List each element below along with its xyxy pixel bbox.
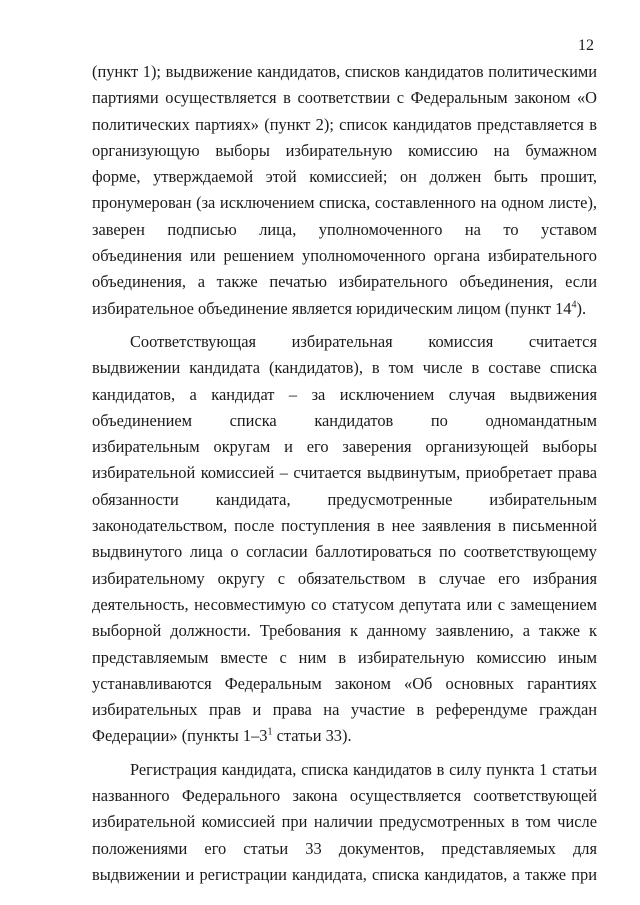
paragraph-1 <box>92 59 597 322</box>
text-line: выдвижении кандидата (кандидатов), в том числе в составе списка <box>92 358 597 378</box>
text-line: объединения, а также печатью избирательного объединения, если <box>92 272 597 292</box>
superscript: 1 <box>267 726 273 738</box>
text-line-indented: Соответствующая избирательная комиссия считается <box>130 331 597 351</box>
text-line: избирательному округу с обязательством в случае его избрания <box>92 568 597 588</box>
document-body <box>92 59 597 888</box>
text-line: объединения или решением уполномоченного органа избирательного <box>92 246 597 266</box>
text-line-last: Федерации» (пункты $1-3^1$ статьи 33). <box>92 726 352 746</box>
text-line: партиями осуществляется в соответствии с Федеральным законом «О <box>92 88 597 108</box>
text-line: организующую выборы избирательную комиссию на бумажном <box>92 140 597 160</box>
text-line-last: избирательное объединение является юридическим лицом (пункт $14^4$). <box>92 298 587 318</box>
text-line: законодательством, после поступления в нее заявления в письменной <box>92 516 597 536</box>
text-line: деятельность, несовместимую со статусом депутата или с замещением <box>92 594 597 614</box>
text-line: положениями его статьи 33 документов, представляемых для <box>92 838 597 858</box>
paragraph-2 <box>92 329 597 750</box>
text-line: избирательной комиссией при наличии предусмотренных в том числе <box>92 812 597 832</box>
text-line: представляемым вместе с ним в избирательную комиссию иным <box>92 647 597 667</box>
text-line: форме, утверждаемой этой комиссией; он должен быть прошит, <box>92 167 597 187</box>
paragraph-3 <box>92 757 597 888</box>
text-line: устанавливаются Федеральным законом «Об основных гарантиях <box>92 673 597 693</box>
page-number: 12 <box>578 37 594 54</box>
text-line: политических партиях» (пункт 2); список кандидатов представляется в <box>92 114 597 134</box>
text-line-indented: Регистрация кандидата, списка кандидатов в силу пункта 1 статьи <box>130 759 597 779</box>
text-line: заверен подписью лица, уполномоченного на то уставом <box>92 219 597 239</box>
text-line: названного Федерального закона осуществляется соответствующей <box>92 786 597 806</box>
superscript: 4 <box>571 299 577 311</box>
text-line: объединением списка кандидатов по одномандатным <box>92 410 597 430</box>
text-line: выдвижении и регистрации кандидата, списка кандидатов, а также при <box>92 864 597 884</box>
text-line: избирательной комиссией – считается выдвинутым, приобретает права <box>92 463 597 483</box>
text-line: обязанности кандидата, предусмотренные избирательным <box>92 489 597 509</box>
text-line: выборной должности. Требования к данному заявлению, а также к <box>92 621 597 641</box>
text-line: пронумерован (за исключением списка, составленного на одном листе), <box>92 193 597 213</box>
text-line: избирательных прав и права на участие в референдуме граждан <box>92 700 597 720</box>
text-line: (пункт 1); выдвижение кандидатов, списков кандидатов политическими <box>92 62 597 81</box>
text-line: выдвинутого лица о согласии баллотироваться по соответствующему <box>92 542 597 562</box>
text-line: избирательным округам и его заверения организующей выборы <box>92 437 597 457</box>
text-line: кандидатов, а кандидат – за исключением случая выдвижения <box>92 384 597 404</box>
